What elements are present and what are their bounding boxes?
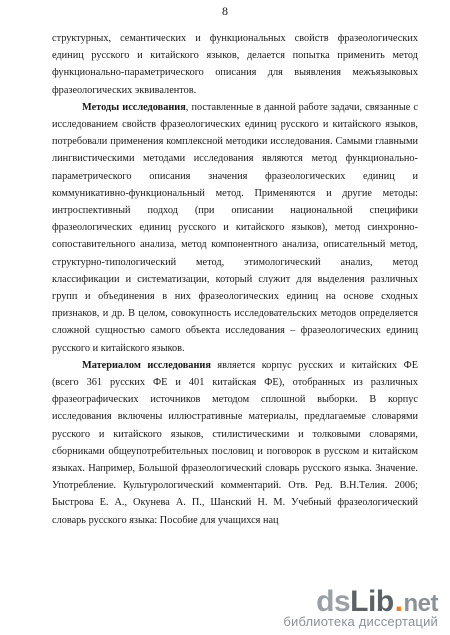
logo-lib: Lib — [350, 585, 394, 618]
paragraph-text: структурных, семантических и функциональных свойств фразеологических единиц русского и китайского языков, делается попытка применить метод функционально-параметрического описания для выявления межъязыковых фразеологических эквивалентов. — [52, 33, 418, 96]
watermark-caption: библиотека диссертаций — [283, 614, 438, 629]
section-lead-material: Материалом исследования — [82, 359, 211, 371]
paragraph-material — [52, 357, 418, 529]
dslib-watermark — [283, 585, 438, 629]
page-number: 8 — [222, 4, 228, 18]
logo-dot: . — [394, 585, 403, 618]
paragraph-text: , поставленные в данной работе задачи, связанные с исследованием свойств фразеологических единиц русского и китайского языков, потребовали применения комплексной методики исследования. Самыми главными лингвистическими методами исследования являются метод функционально-параметрического описания значения фразеологических единиц и коммуникативно-функциональный метод. Применяются и другие методы: интроспективный подход (при описании национальной специфики фразеологических единиц русского и китайского языков), метод синхронно-сопоставительного анализа, метод компонентного анализа, описательный метод, структурно-типологический метод, этимологический анализ, метод классификации и систематизации, который служит для выделения различных групп и объединения в них фразеологических единиц на основе сходных признаков, и др. В целом, совокупность исследовательских методов определяется сложной сущностью самого объекта исследования – фразеологических единиц русского и китайского языков. — [52, 101, 418, 354]
section-lead-methods: Методы исследования — [82, 101, 186, 113]
logo-ds: ds — [316, 585, 351, 618]
paragraph-intro-continuation — [52, 30, 418, 99]
document-body — [52, 30, 418, 529]
paragraph-text: является корпус русских и китайских ФЕ (всего 361 русских ФЕ и 401 китайская ФЕ), отобранных из различных фразеографических источников методом сплошной выборки. В корпус исследования включены иллюстративные материалы, предлагаемые словарями русского и китайского языков, стилистическими и толковыми словарями, сборниками общеупотребительных пословиц и поговорок в русском и китайском языках. Например, Большой фразеологический словарь русского языка. Значение. Употребление. Культурологический комментарий. Отв. Ред. В.Н.Телия. 2006; Быстрова Е. А., Окунева А. П., Шанский Н. М. Учебный фразеологический словарь русского языка: Пособие для учащихся нац — [52, 359, 418, 526]
paragraph-methods — [52, 99, 418, 357]
logo-net: net — [403, 590, 438, 617]
